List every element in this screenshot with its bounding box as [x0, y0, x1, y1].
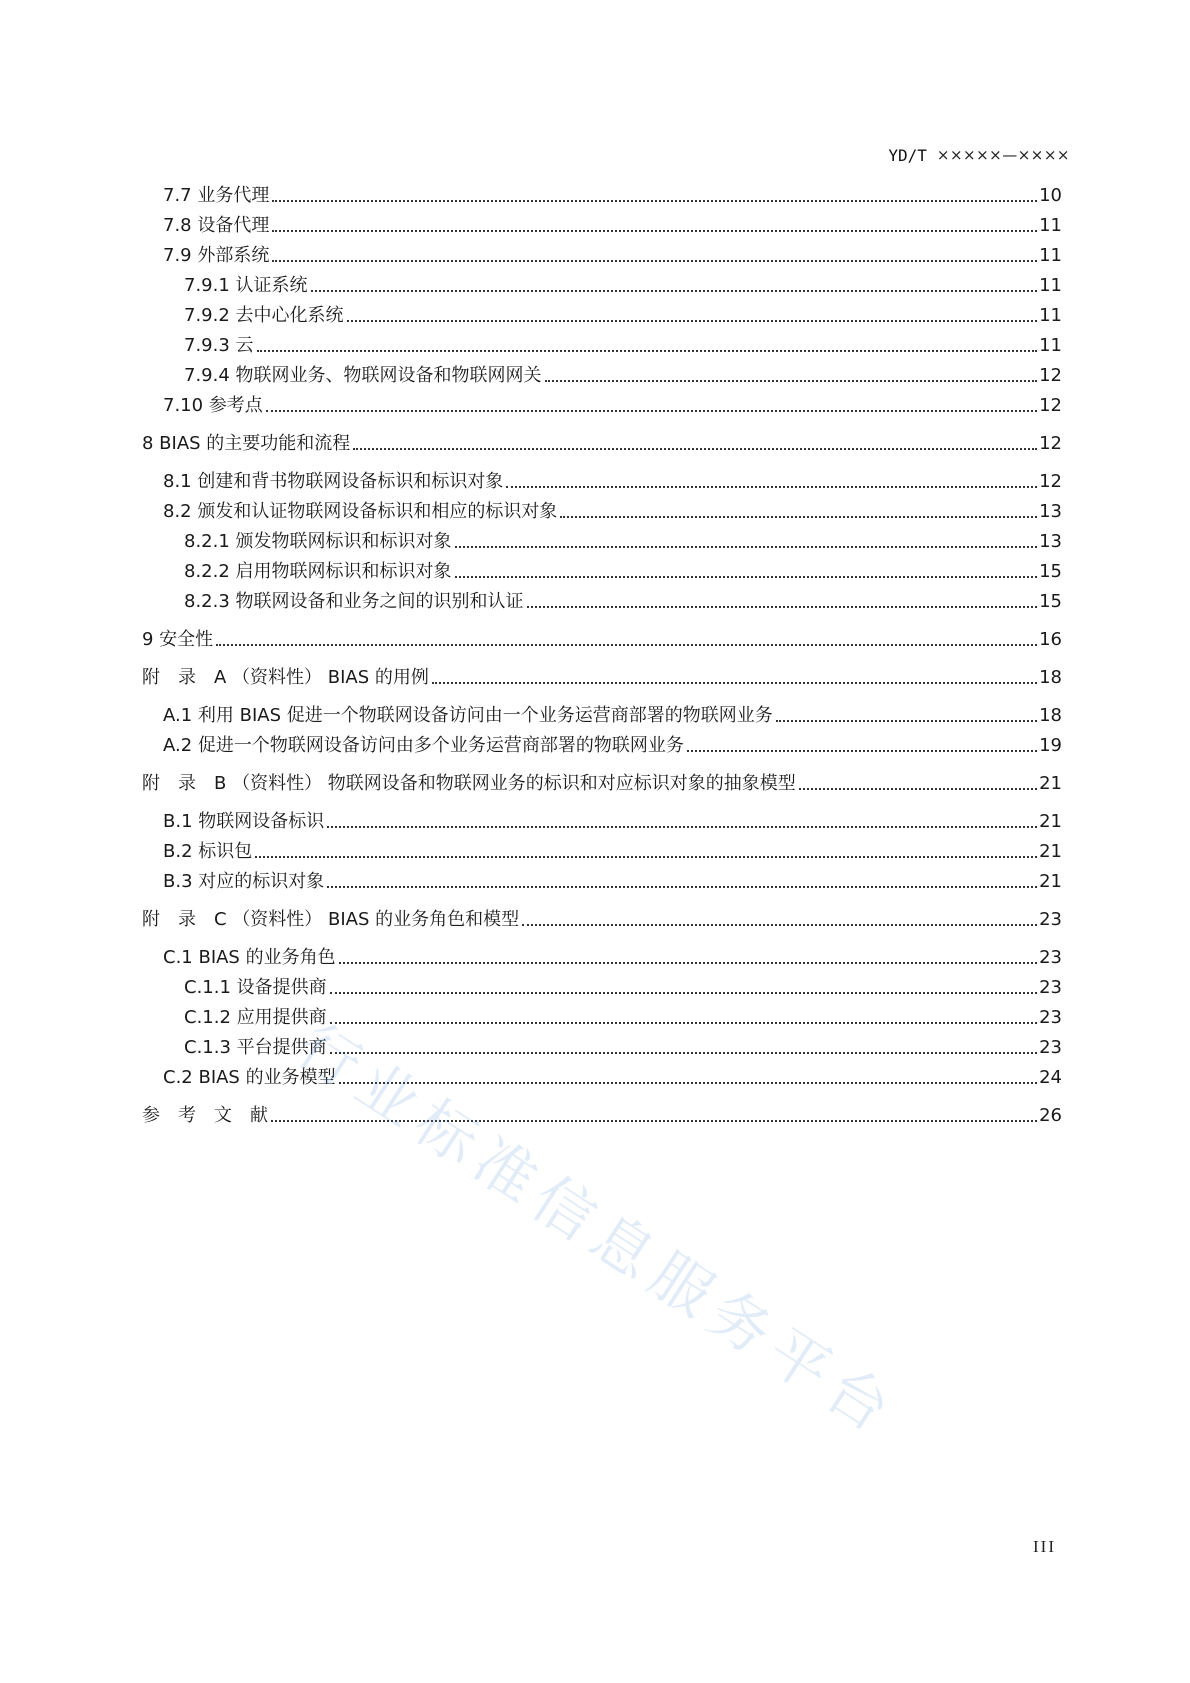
- toc-entry-7-7[interactable]: [163, 180, 1062, 208]
- dot-leader: [327, 826, 1037, 828]
- toc-page-number: 15: [1039, 561, 1062, 582]
- dot-leader: [522, 924, 1037, 926]
- toc-entry-label: C.1.3 平台提供商: [184, 1037, 327, 1058]
- toc-page-number: 12: [1039, 395, 1062, 416]
- watermark: 行业标准信息服务平台: [284, 1010, 910, 1451]
- toc-entry-label: B.3 对应的标识对象: [163, 871, 325, 892]
- toc-entry-7-9-3[interactable]: [184, 330, 1062, 358]
- dot-leader: [272, 230, 1037, 232]
- toc-entry-7-10[interactable]: [163, 390, 1062, 418]
- toc-page-number: 19: [1039, 735, 1062, 756]
- toc-page-number: 16: [1039, 629, 1062, 650]
- toc-entry-label: C.2 BIAS 的业务模型: [163, 1067, 336, 1088]
- toc-page-number: 10: [1039, 185, 1062, 206]
- dot-leader: [271, 1120, 1037, 1122]
- toc-entry-b-3[interactable]: [163, 866, 1062, 894]
- toc-entry-9[interactable]: [142, 624, 1062, 652]
- toc-entry-label: C.1.1 设备提供商: [184, 977, 327, 998]
- page-number: III: [1033, 1537, 1056, 1556]
- toc-entry-label: 附 录 C （资料性） BIAS 的业务角色和模型: [142, 909, 520, 930]
- toc-entry-label: 参 考 文 献: [142, 1105, 268, 1126]
- toc-entry-label: B.1 物联网设备标识: [163, 811, 325, 832]
- dot-leader: [330, 1052, 1037, 1054]
- toc-entry-label: C.1.2 应用提供商: [184, 1007, 327, 1028]
- toc-entry-label: 7.9.2 去中心化系统: [184, 305, 344, 326]
- toc-entry-label: 7.8 设备代理: [163, 215, 270, 236]
- toc-entry-label: 8.2.1 颁发物联网标识和标识对象: [184, 531, 452, 552]
- toc-entry-label: C.1 BIAS 的业务角色: [163, 947, 336, 968]
- toc-entry-label: 8.1 创建和背书物联网设备标识和标识对象: [163, 471, 504, 492]
- toc-page-number: 15: [1039, 591, 1062, 612]
- toc-page-number: 11: [1039, 275, 1062, 296]
- toc-page-number: 21: [1039, 841, 1062, 862]
- toc-entry-label: 8.2.3 物联网设备和业务之间的识别和认证: [184, 591, 524, 612]
- toc-page-number: 11: [1039, 215, 1062, 236]
- toc-entry-8-2-2[interactable]: [184, 556, 1062, 584]
- dot-leader: [257, 350, 1038, 352]
- dot-leader: [272, 200, 1037, 202]
- toc-entry-c-1[interactable]: [163, 942, 1062, 970]
- toc-page-number: 21: [1039, 811, 1062, 832]
- dot-leader: [216, 644, 1037, 646]
- toc-entry-c-1-2[interactable]: [184, 1002, 1062, 1030]
- toc-entry-label: 8.2 颁发和认证物联网设备标识和相应的标识对象: [163, 501, 558, 522]
- toc-page-number: 12: [1039, 433, 1062, 454]
- toc-entry-label: 7.9 外部系统: [163, 245, 270, 266]
- dot-leader: [353, 448, 1037, 450]
- toc-entry-7-9-1[interactable]: [184, 270, 1062, 298]
- toc-entry-7-9[interactable]: [163, 240, 1062, 268]
- toc-entry-label: A.2 促进一个物联网设备访问由多个业务运营商部署的物联网业务: [163, 735, 684, 756]
- toc-entry-7-8[interactable]: [163, 210, 1062, 238]
- standard-code: YD/T: [888, 145, 927, 165]
- toc-page-number: 21: [1039, 773, 1062, 794]
- toc-entry-c-2[interactable]: [163, 1062, 1062, 1090]
- toc-entry-7-9-4[interactable]: [184, 360, 1062, 388]
- toc-entry-label: 附 录 A （资料性） BIAS 的用例: [142, 667, 429, 688]
- toc-entry-a-2[interactable]: [163, 730, 1062, 758]
- toc-entry-appendix-a[interactable]: [142, 662, 1062, 690]
- toc-entry-8-2[interactable]: [163, 496, 1062, 524]
- dot-leader: [311, 290, 1038, 292]
- dot-leader: [327, 886, 1037, 888]
- toc-entry-c-1-1[interactable]: [184, 972, 1062, 1000]
- dot-leader: [339, 1082, 1038, 1084]
- dot-leader: [266, 410, 1037, 412]
- toc-page-number: 13: [1039, 501, 1062, 522]
- toc-entry-label: 附 录 B （资料性） 物联网设备和物联网业务的标识和对应标识对象的抽象模型: [142, 773, 796, 794]
- toc-entry-label: 7.9.3 云: [184, 335, 254, 356]
- toc-entry-8-2-3[interactable]: [184, 586, 1062, 614]
- toc-entry-b-1[interactable]: [163, 806, 1062, 834]
- toc-entry-label: 8 BIAS 的主要功能和流程: [142, 433, 351, 454]
- toc-page-number: 23: [1039, 947, 1062, 968]
- toc-entry-label: 9 安全性: [142, 629, 214, 650]
- toc-page-number: 12: [1039, 365, 1062, 386]
- toc-entry-label: 7.9.1 认证系统: [184, 275, 308, 296]
- toc-page-number: 23: [1039, 909, 1062, 930]
- toc-entry-label: A.1 利用 BIAS 促进一个物联网设备访问由一个业务运营商部署的物联网业务: [163, 705, 773, 726]
- toc-entry-references[interactable]: [142, 1100, 1062, 1128]
- toc-page-number: 21: [1039, 871, 1062, 892]
- toc-entry-8-1[interactable]: [163, 466, 1062, 494]
- dot-leader: [527, 606, 1038, 608]
- standard-number: ×××××—××××: [936, 146, 1070, 164]
- toc-entry-label: 7.10 参考点: [163, 395, 263, 416]
- toc-entry-a-1[interactable]: [163, 700, 1062, 728]
- toc-page-number: 13: [1039, 531, 1062, 552]
- toc-page-number: 23: [1039, 977, 1062, 998]
- dot-leader: [432, 682, 1037, 684]
- toc-page-number: 23: [1039, 1007, 1062, 1028]
- toc-entry-c-1-3[interactable]: [184, 1032, 1062, 1060]
- dot-leader: [455, 546, 1038, 548]
- toc-page-number: 18: [1039, 667, 1062, 688]
- toc-entry-label: 7.9.4 物联网业务、物联网设备和物联网网关: [184, 365, 542, 386]
- toc-page-number: 11: [1039, 305, 1062, 326]
- dot-leader: [455, 576, 1038, 578]
- dot-leader: [687, 750, 1037, 752]
- dot-leader: [799, 788, 1037, 790]
- toc-page-number: 12: [1039, 471, 1062, 492]
- dot-leader: [776, 720, 1037, 722]
- toc-entry-appendix-b[interactable]: [142, 768, 1062, 796]
- toc-entry-7-9-2[interactable]: [184, 300, 1062, 328]
- toc-page-number: 18: [1039, 705, 1062, 726]
- dot-leader: [339, 962, 1038, 964]
- toc-entry-label: 7.7 业务代理: [163, 185, 270, 206]
- toc-entry-8[interactable]: [142, 428, 1062, 456]
- toc-page-number: 24: [1039, 1067, 1062, 1088]
- dot-leader: [330, 992, 1037, 994]
- toc-page-number: 26: [1039, 1105, 1062, 1126]
- toc-entry-label: B.2 标识包: [163, 841, 253, 862]
- dot-leader: [272, 260, 1037, 262]
- dot-leader: [330, 1022, 1037, 1024]
- toc-page-number: 23: [1039, 1037, 1062, 1058]
- toc-entry-label: 8.2.2 启用物联网标识和标识对象: [184, 561, 452, 582]
- toc-page-number: 11: [1039, 335, 1062, 356]
- dot-leader: [545, 380, 1038, 382]
- dot-leader: [255, 856, 1037, 858]
- dot-leader: [560, 516, 1037, 518]
- toc-entry-b-2[interactable]: [163, 836, 1062, 864]
- toc-entry-8-2-1[interactable]: [184, 526, 1062, 554]
- dot-leader: [347, 320, 1038, 322]
- toc-entry-appendix-c[interactable]: [142, 904, 1062, 932]
- dot-leader: [506, 486, 1037, 488]
- toc-page-number: 11: [1039, 245, 1062, 266]
